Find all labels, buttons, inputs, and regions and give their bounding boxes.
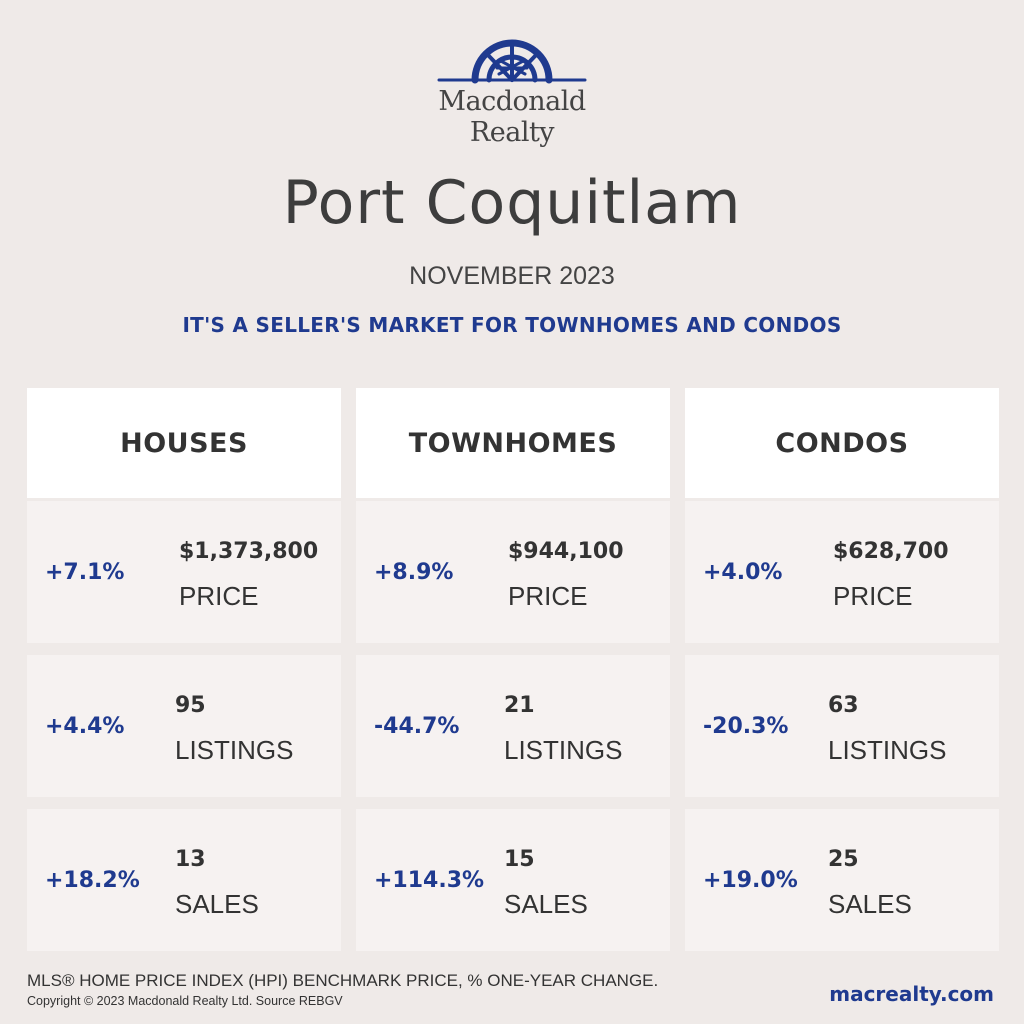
- percent-change: -44.7%: [374, 713, 460, 739]
- stat-card-listings: [27, 655, 341, 797]
- stat-label: SALES: [504, 889, 588, 919]
- report-period: NOVEMBER 2023: [409, 262, 615, 290]
- percent-change: +8.9%: [374, 559, 454, 585]
- percent-change: +114.3%: [374, 867, 485, 893]
- stat-value: 95: [175, 693, 206, 718]
- website-link[interactable]: macrealty.com: [829, 982, 994, 1006]
- footer-note: MLS® HOME PRICE INDEX (HPI) BENCHMARK PRICE, % ONE-YEAR CHANGE.: [27, 971, 659, 990]
- stat-card-listings: [356, 655, 670, 797]
- stat-value: 25: [828, 847, 859, 872]
- stat-value: 21: [504, 693, 535, 718]
- brand-name-line2: Realty: [469, 117, 555, 148]
- stat-value: 13: [175, 847, 206, 872]
- percent-change: +4.4%: [45, 713, 125, 739]
- stat-label: PRICE: [179, 581, 259, 611]
- percent-change: -20.3%: [703, 713, 789, 739]
- column-condos: [685, 388, 999, 919]
- page-title: Port Coquitlam: [282, 168, 742, 238]
- stat-label: SALES: [828, 889, 912, 919]
- percent-change: +19.0%: [703, 867, 798, 893]
- brand-logo: [0, 36, 1024, 148]
- brand-name-line1: Macdonald: [438, 86, 586, 117]
- stat-card-price: [27, 501, 341, 643]
- brand-name: [0, 86, 1024, 148]
- stat-label: LISTINGS: [175, 735, 294, 765]
- percent-change: +7.1%: [45, 559, 125, 585]
- stat-label: LISTINGS: [828, 735, 947, 765]
- column-title: TOWNHOMES: [356, 388, 670, 498]
- stat-card-sales: [356, 809, 670, 951]
- stat-label: PRICE: [508, 581, 588, 611]
- percent-change: +4.0%: [703, 559, 783, 585]
- stat-value: $944,100: [508, 539, 624, 564]
- market-tagline: IT'S A SELLER'S MARKET FOR TOWNHOMES AND CONDOS: [182, 313, 842, 337]
- stat-card-sales: [685, 809, 999, 951]
- footer-copyright: Copyright © 2023 Macdonald Realty Ltd. Source REBGV: [27, 994, 343, 1008]
- column-title: CONDOS: [685, 388, 999, 498]
- stat-label: LISTINGS: [504, 735, 623, 765]
- stat-label: PRICE: [833, 581, 913, 611]
- stat-card-listings: [685, 655, 999, 797]
- stat-label: SALES: [175, 889, 259, 919]
- stat-card-price: [685, 501, 999, 643]
- stat-value: $1,373,800: [179, 539, 319, 564]
- arched-window-sun-logo-icon: [437, 36, 587, 84]
- stat-card-sales: [27, 809, 341, 951]
- column-title: HOUSES: [27, 388, 341, 498]
- column-townhomes: [356, 388, 670, 919]
- column-houses: [27, 388, 341, 919]
- stat-value: 63: [828, 693, 859, 718]
- stat-value: $628,700: [833, 539, 949, 564]
- stat-card-price: [356, 501, 670, 643]
- stat-value: 15: [504, 847, 535, 872]
- percent-change: +18.2%: [45, 867, 140, 893]
